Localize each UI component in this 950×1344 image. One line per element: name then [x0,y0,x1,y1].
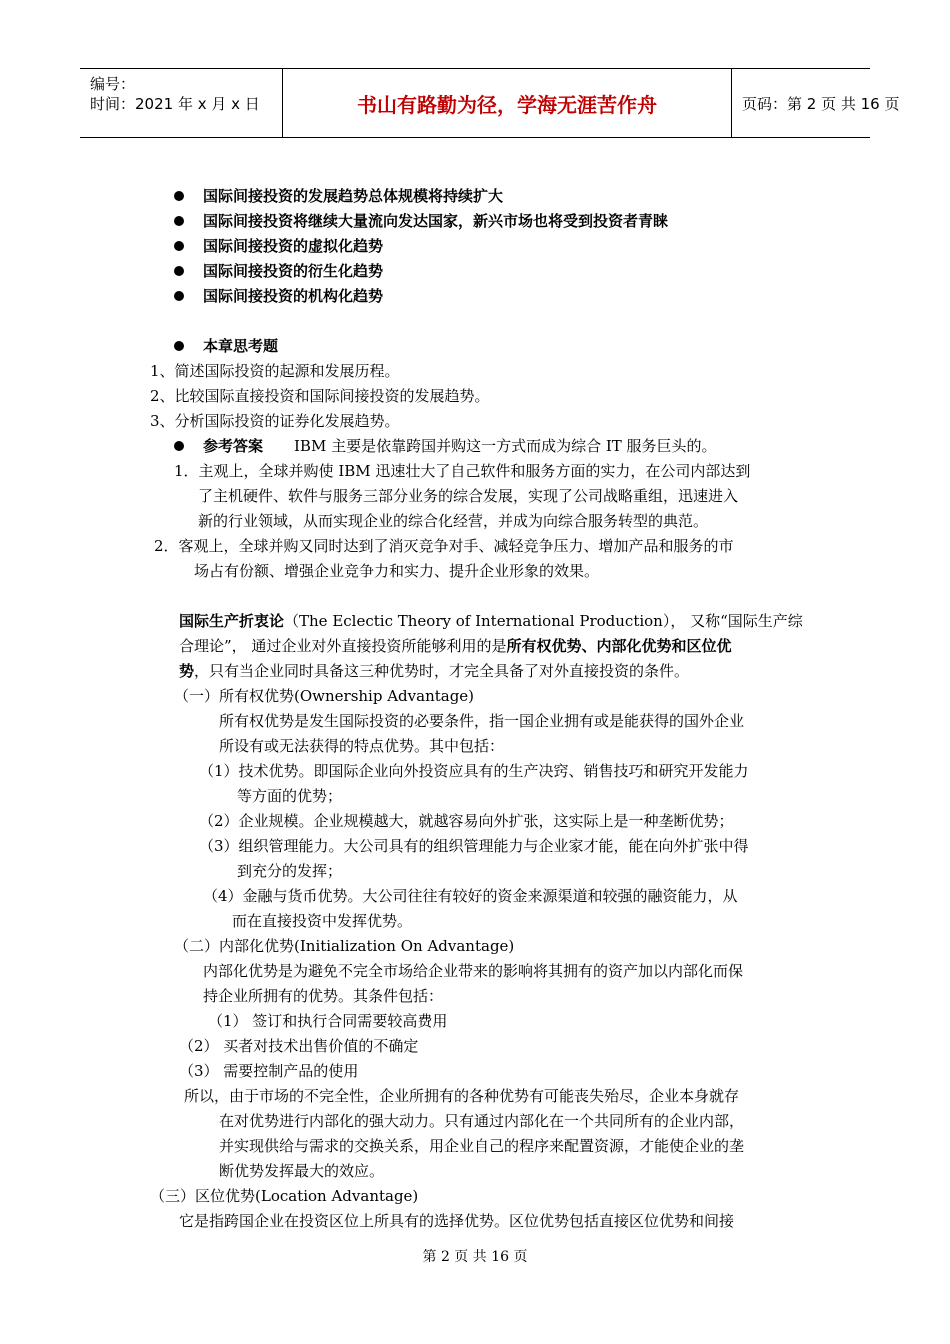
section-2-conclusion: 在对优势进行内部化的强大动力。只有通过内部化在一个共同所有的企业内部， [219,1112,745,1130]
list-item: 国际间接投资的虚拟化趋势 [203,237,384,255]
page-header [80,68,900,138]
page-footer: 第 2 页 共 16 页 [422,1249,528,1265]
question-item: 1、简述国际投资的起源和发展历程。 [150,362,400,380]
section-1-item: 到充分的发挥； [237,862,343,880]
eclectic-line1-text: （The Eclectic Theory of International Production）， 又称“国际生产综 [284,612,803,630]
question-item: 3、分析国际投资的证券化发展趋势。 [150,412,400,430]
time-label: 时间：2021 年 x 月 x 日 [90,95,260,113]
section-2-desc: 内部化优势是为避免不完全市场给企业带来的影响将其拥有的资产加以内部化而保 [203,962,744,980]
eclectic-line3-bold: 势 [179,662,195,680]
section-3-desc: 它是指跨国企业在投资区位上所具有的选择优势。区位优势包括直接区位优势和间接 [179,1212,735,1230]
section-2-item: （2） 买者对技术出售价值的不确定 [179,1037,419,1055]
section-1-item: 等方面的优势； [237,787,343,805]
section-1-desc: 所有权优势是发生国际投资的必要条件，指一国企业拥有或是能获得的国外企业 [219,712,745,730]
bullet-icon [174,241,184,251]
section-1-item: 而在直接投资中发挥优势。 [232,912,413,930]
eclectic-title: 国际生产折衷论 [179,612,285,630]
list-item: 国际间接投资的衍生化趋势 [203,262,384,280]
section-2-conclusion: 所以，由于市场的不完全性，企业所拥有的各种优势有可能丧失殆尽，企业本身就存 [184,1087,740,1105]
section-1-item: （4）金融与货币优势。大公司往往有较好的资金来源渠道和较强的融资能力，从 [203,887,738,905]
bullet-icon [174,341,184,351]
answer-label: 参考答案 [203,437,264,455]
eclectic-line2-bold: 所有权优势、内部化优势和区位优 [506,637,732,655]
list-item: 国际间接投资的机构化趋势 [203,287,384,305]
bullet-icon [174,191,184,201]
eclectic-line-3 [179,661,689,681]
section-2-title: （二）内部化优势(Initialization On Advantage) [174,937,515,955]
answer-p1-line: 了主机硬件、软件与服务三部分业务的综合发展，实现了公司战略重组，迅速进入 [198,487,739,505]
section-3-title: （三）区位优势(Location Advantage) [150,1187,419,1205]
header-meta [80,69,282,137]
answer-p1-line: 1．主观上，全球并购使 IBM 迅速壮大了自己软件和服务方面的实力，在公司内部达到 [174,462,751,480]
section-2-item: （3） 需要控制产品的使用 [179,1062,359,1080]
questions-heading: 本章思考题 [203,337,279,355]
header-page-info: 页码：第 2 页 共 16 页 [742,94,900,113]
list-item: 国际间接投资将继续大量流向发达国家，新兴市场也将受到投资者青睐 [203,212,669,230]
bullet-icon [174,291,184,301]
list-item: 国际间接投资的发展趋势总体规模将持续扩大 [203,187,504,205]
bullet-icon [174,216,184,226]
section-2-item: （1） 签订和执行合同需要较高费用 [208,1012,448,1030]
bullet-icon [174,441,184,451]
section-1-desc: 所设有或无法获得的特点优势。其中包括： [219,737,505,755]
section-2-desc: 持企业所拥有的优势。其条件包括： [203,987,444,1005]
section-2-conclusion: 断优势发挥最大的效应。 [219,1162,385,1180]
header-motto: 书山有路勤为径，学海无涯苦作舟 [282,69,732,137]
answer-p2-line: 2．客观上，全球并购又同时达到了消灭竞争对手、减轻竞争压力、增加产品和服务的市 [154,537,734,555]
section-1-item: （1）技术优势。即国际企业向外投资应具有的生产决窍、销售技巧和研究开发能力 [199,762,749,780]
bullet-icon [174,266,184,276]
answer-p1-line: 新的行业领域，从而实现企业的综合化经营，并成为向综合服务转型的典范。 [198,512,709,530]
eclectic-line2-text: 合理论”， 通过企业对外直接投资所能够利用的是 [179,637,507,655]
eclectic-line-2 [179,636,731,656]
section-1-item: （3）组织管理能力。大公司具有的组织管理能力与企业家才能，能在向外扩张中得 [199,837,749,855]
question-item: 2、比较国际直接投资和国际间接投资的发展趋势。 [150,387,490,405]
section-2-conclusion: 并实现供给与需求的交换关系，用企业自己的程序来配置资源，才能使企业的垄 [219,1137,745,1155]
answer-intro: IBM 主要是依靠跨国并购这一方式而成为综合 IT 服务巨头的。 [294,437,717,455]
section-1-title: （一）所有权优势(Ownership Advantage) [174,687,475,705]
answer-p2-line: 场占有份额、增强企业竞争力和实力、提升企业形象的效果。 [194,562,600,580]
eclectic-line3-text: ，只有当企业同时具备这三种优势时，才完全具备了对外直接投资的条件。 [194,662,690,680]
number-label: 编号： [90,75,136,93]
section-1-item: （2）企业规模。企业规模越大，就越容易向外扩张，这实际上是一种垄断优势； [199,812,734,830]
eclectic-line-1 [179,611,803,631]
